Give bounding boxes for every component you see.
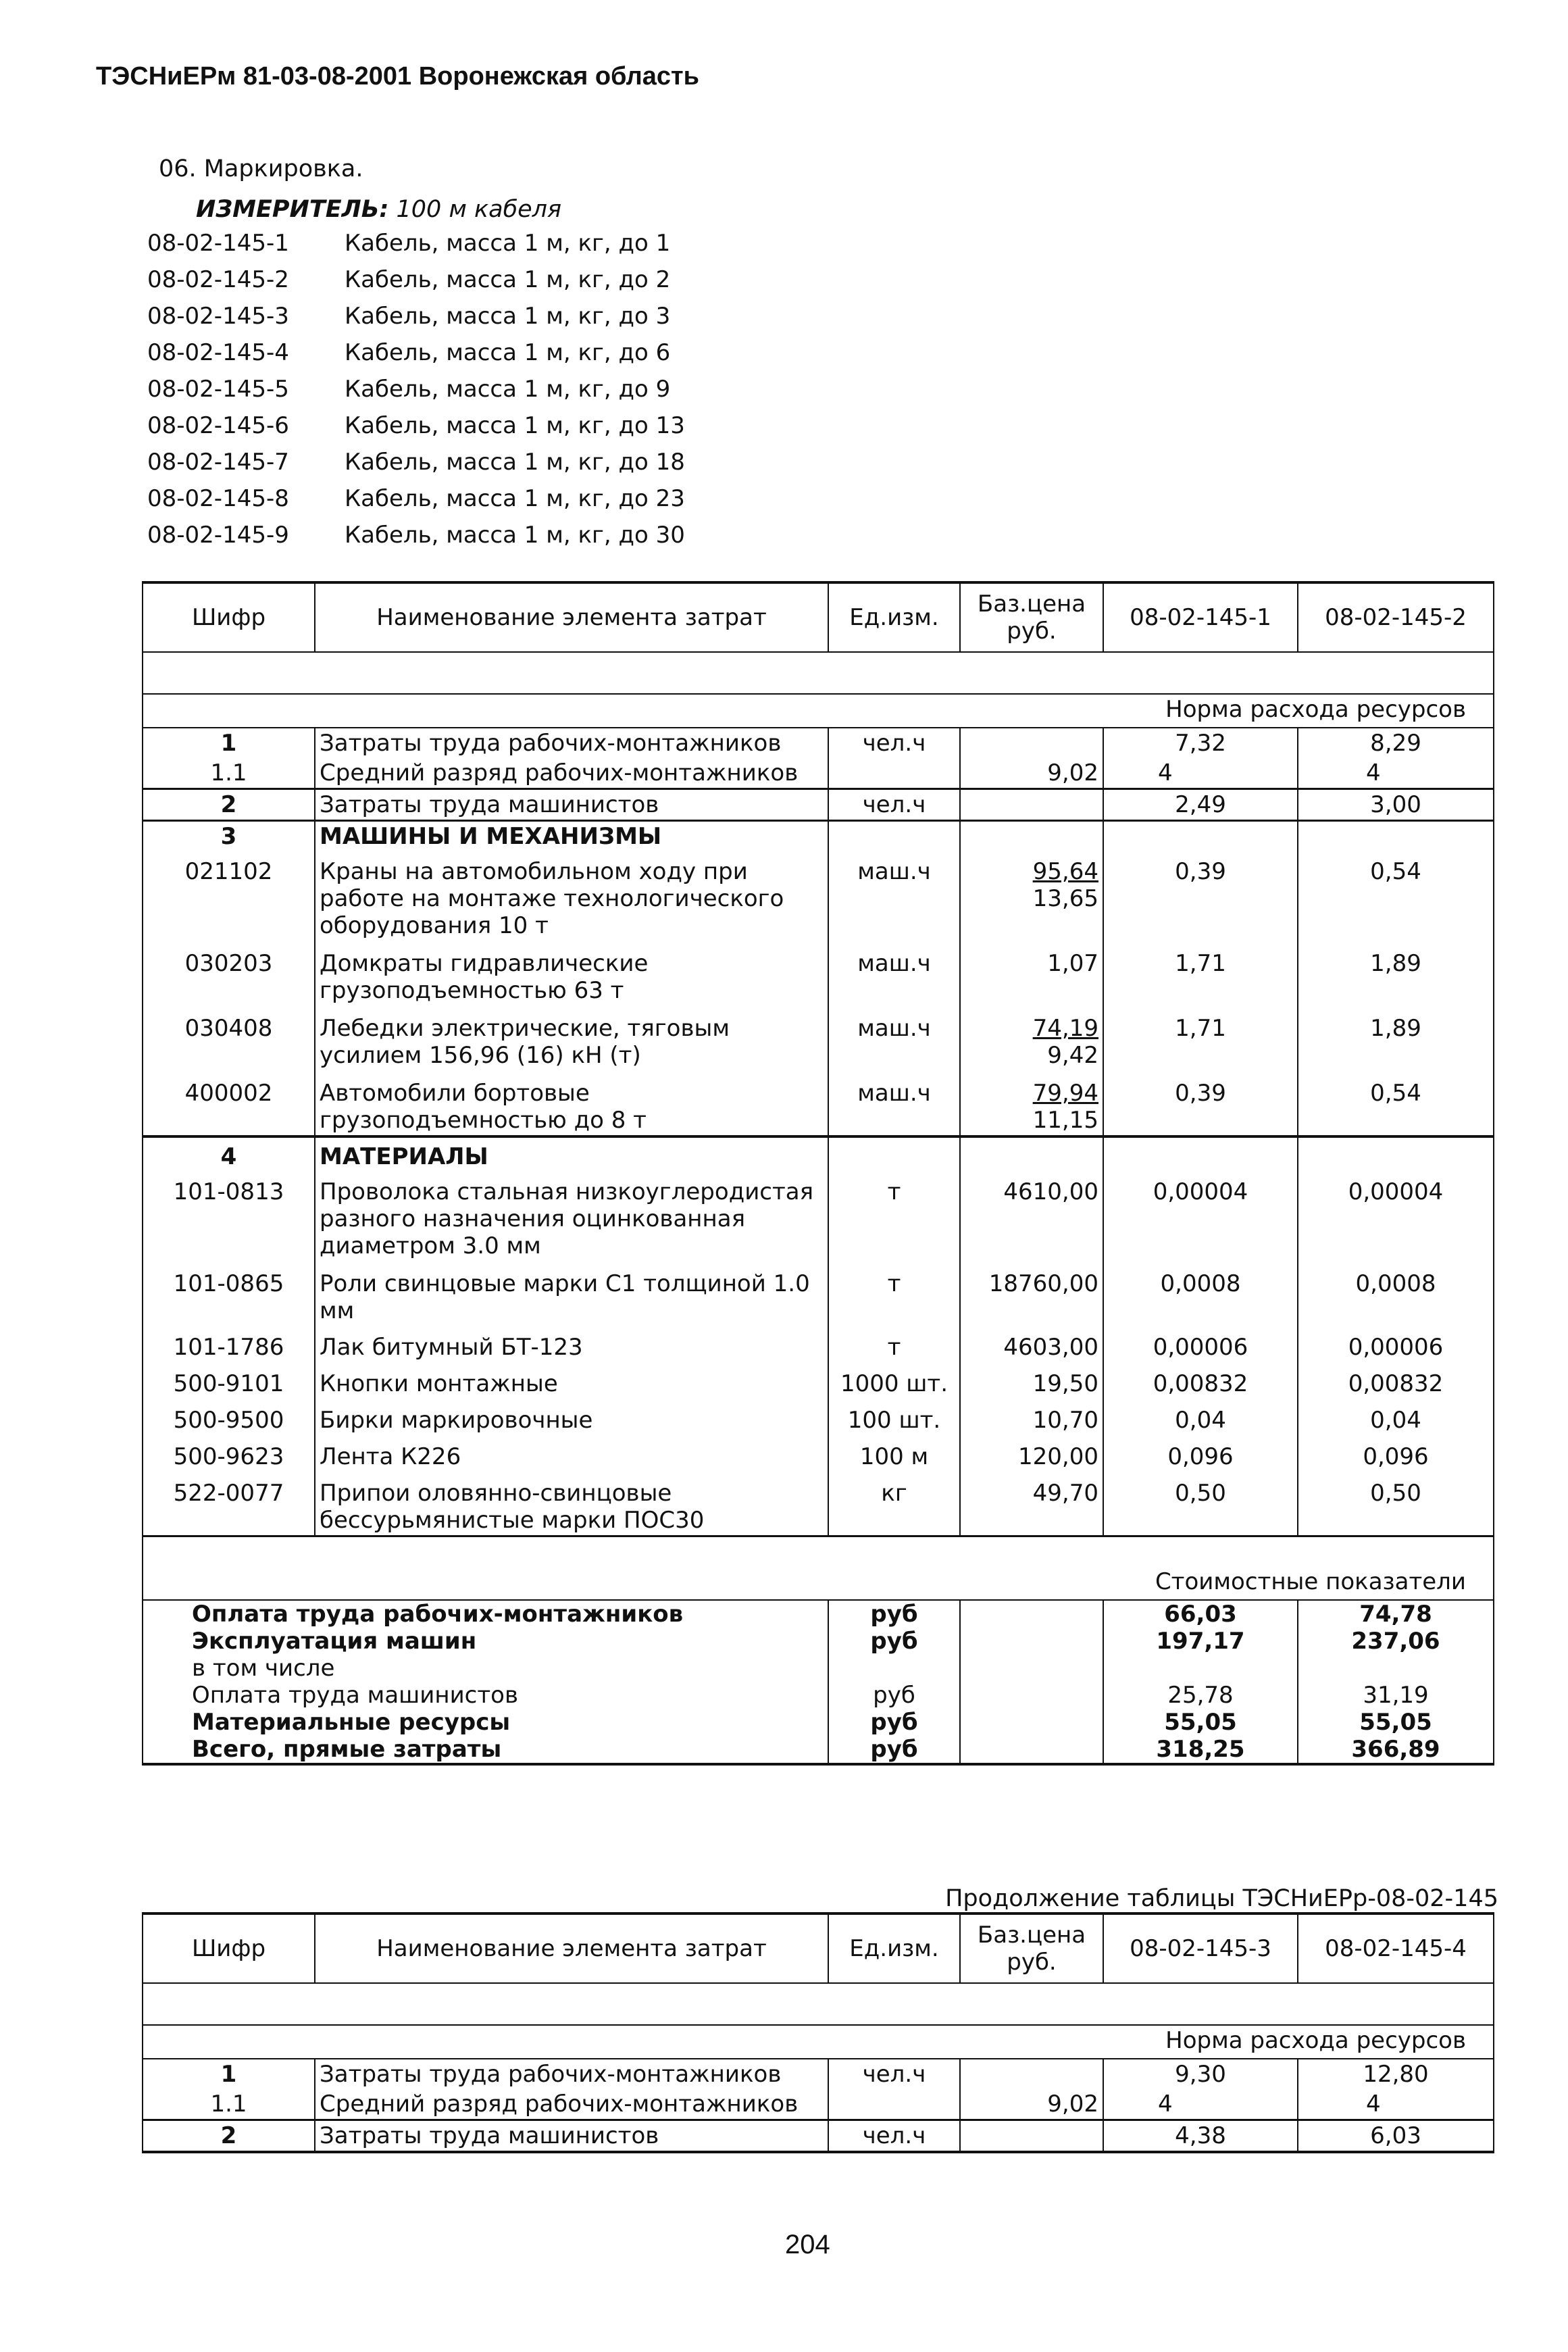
row-code: 1.1 bbox=[143, 2089, 315, 2120]
row-name: Затраты труда машинистов bbox=[315, 2120, 828, 2153]
totals-row bbox=[143, 1600, 1494, 1628]
price-secondary: 13,65 bbox=[1032, 885, 1098, 912]
row-code: 030408 bbox=[143, 1005, 315, 1070]
code-id: 08-02-145-5 bbox=[147, 376, 289, 403]
price-secondary: 9,42 bbox=[1047, 1042, 1098, 1069]
total-unit: руб bbox=[828, 1709, 960, 1736]
row-value-2: 0,54 bbox=[1298, 851, 1494, 941]
totals-row bbox=[143, 1709, 1494, 1736]
totals-row bbox=[143, 1628, 1494, 1655]
row-name: Средний разряд рабочих-монтажников bbox=[315, 758, 828, 789]
row-code: 101-0813 bbox=[143, 1172, 315, 1261]
row-unit bbox=[828, 2089, 960, 2120]
code-list-item bbox=[147, 411, 685, 447]
row-price bbox=[960, 1005, 1103, 1070]
table-row bbox=[143, 851, 1494, 941]
row-name: МАШИНЫ И МЕХАНИЗМЫ bbox=[315, 821, 828, 852]
total-name: Оплата труда машинистов bbox=[192, 1682, 519, 1709]
table-row bbox=[143, 1399, 1494, 1435]
code-name: Кабель, масса 1 м, кг, до 18 bbox=[345, 449, 685, 476]
total-value-2: 366,89 bbox=[1298, 1736, 1494, 1764]
header-col2: 08-02-145-2 bbox=[1298, 582, 1494, 652]
row-unit: маш.ч bbox=[828, 941, 960, 1005]
header-col2: 08-02-145-4 bbox=[1298, 1913, 1494, 1983]
code-list-item bbox=[147, 447, 685, 484]
code-list-item bbox=[147, 484, 685, 520]
total-value-1: 25,78 bbox=[1103, 1682, 1298, 1709]
row-name: Автомобили бортовые грузоподъемностью до 8 т bbox=[315, 1070, 828, 1136]
code-id: 08-02-145-8 bbox=[147, 485, 289, 512]
code-list-item bbox=[147, 301, 685, 338]
norm-label: Норма расхода ресурсов bbox=[143, 694, 1494, 728]
code-name: Кабель, масса 1 м, кг, до 9 bbox=[345, 376, 671, 403]
row-code: 500-9623 bbox=[143, 1435, 315, 1472]
row-name: Бирки маркировочные bbox=[315, 1399, 828, 1435]
row-code: 4 bbox=[143, 1136, 315, 1172]
row-value-1: 0,00832 bbox=[1103, 1362, 1298, 1399]
row-code: 101-1786 bbox=[143, 1326, 315, 1362]
row-unit: маш.ч bbox=[828, 1070, 960, 1136]
row-code: 101-0865 bbox=[143, 1261, 315, 1326]
row-value-1: 7,32 bbox=[1103, 728, 1298, 758]
row-value-1: 0,00004 bbox=[1103, 1172, 1298, 1261]
table-row bbox=[143, 758, 1494, 789]
code-id: 08-02-145-2 bbox=[147, 266, 289, 293]
row-name: МАТЕРИАЛЫ bbox=[315, 1136, 828, 1172]
table-row bbox=[143, 1070, 1494, 1136]
row-code: 1.1 bbox=[143, 758, 315, 789]
row-price bbox=[960, 728, 1103, 758]
row-code: 3 bbox=[143, 821, 315, 852]
row-name: Средний разряд рабочих-монтажников bbox=[315, 2089, 828, 2120]
spacer-row bbox=[143, 1536, 1494, 1568]
row-price: 19,50 bbox=[960, 1362, 1103, 1399]
meter-value: 100 м кабеля bbox=[396, 196, 562, 223]
table-row bbox=[143, 2059, 1494, 2089]
header-name: Наименование элемента затрат bbox=[315, 582, 828, 652]
code-id: 08-02-145-9 bbox=[147, 522, 289, 549]
row-value-2: 4 bbox=[1298, 758, 1494, 789]
header-price: Баз.цена руб. bbox=[960, 1913, 1103, 1983]
row-price: 49,70 bbox=[960, 1472, 1103, 1536]
code-id: 08-02-145-1 bbox=[147, 230, 289, 257]
row-value-2: 0,54 bbox=[1298, 1070, 1494, 1136]
total-value-2: 31,19 bbox=[1298, 1682, 1494, 1709]
meter-line bbox=[196, 196, 561, 223]
row-value-1: 0,39 bbox=[1103, 851, 1298, 941]
code-name: Кабель, масса 1 м, кг, до 6 bbox=[345, 339, 671, 366]
row-price bbox=[960, 2059, 1103, 2089]
resource-table-2 bbox=[142, 1912, 1494, 2153]
table-row bbox=[143, 789, 1494, 821]
norm-row bbox=[143, 2025, 1494, 2059]
header-cipher: Шифр bbox=[143, 582, 315, 652]
table-row bbox=[143, 1472, 1494, 1536]
row-unit: маш.ч bbox=[828, 851, 960, 941]
row-value-1: 4 bbox=[1103, 758, 1298, 789]
total-name: в том числе bbox=[192, 1655, 335, 1682]
row-value-1: 4 bbox=[1103, 2089, 1298, 2120]
row-value-1: 0,50 bbox=[1103, 1472, 1298, 1536]
resource-table-1 bbox=[142, 581, 1494, 1766]
row-value-2: 3,00 bbox=[1298, 789, 1494, 821]
code-list-item bbox=[147, 374, 685, 411]
price-primary: 79,94 bbox=[1032, 1080, 1098, 1107]
spacer-row bbox=[143, 652, 1494, 694]
header-unit: Ед.изм. bbox=[828, 1913, 960, 1983]
row-value-2: 1,89 bbox=[1298, 941, 1494, 1005]
total-name: Оплата труда рабочих-монтажников bbox=[192, 1601, 684, 1628]
row-value-2: 6,03 bbox=[1298, 2120, 1494, 2153]
code-list-item bbox=[147, 520, 685, 557]
price-secondary: 11,15 bbox=[1032, 1107, 1098, 1134]
row-value-1: 0,096 bbox=[1103, 1435, 1298, 1472]
code-id: 08-02-145-3 bbox=[147, 303, 289, 330]
row-code: 2 bbox=[143, 2120, 315, 2153]
code-name: Кабель, масса 1 м, кг, до 1 bbox=[345, 230, 671, 257]
cost-label: Стоимостные показатели bbox=[143, 1567, 1494, 1600]
total-unit: руб bbox=[828, 1736, 960, 1764]
code-list bbox=[147, 228, 685, 557]
code-id: 08-02-145-4 bbox=[147, 339, 289, 366]
row-name: Лента К226 bbox=[315, 1435, 828, 1472]
row-price: 10,70 bbox=[960, 1399, 1103, 1435]
total-name: Эксплуатация машин bbox=[192, 1628, 477, 1655]
row-unit: 1000 шт. bbox=[828, 1362, 960, 1399]
header-name: Наименование элемента затрат bbox=[315, 1913, 828, 1983]
row-price: 4603,00 bbox=[960, 1326, 1103, 1362]
meter-label: ИЗМЕРИТЕЛЬ: bbox=[196, 196, 389, 223]
row-name: Припои оловянно-свинцовые бессурьмянистые марки ПОС30 bbox=[315, 1472, 828, 1536]
row-code: 021102 bbox=[143, 851, 315, 941]
row-value-1: 1,71 bbox=[1103, 941, 1298, 1005]
table-header-row bbox=[143, 582, 1494, 652]
total-value-1: 318,25 bbox=[1103, 1736, 1298, 1764]
row-value-2: 0,50 bbox=[1298, 1472, 1494, 1536]
row-value-2: 0,0008 bbox=[1298, 1261, 1494, 1326]
continuation-label: Продолжение таблицы ТЭСНиЕРр-08-02-145 bbox=[945, 1885, 1498, 1912]
code-name: Кабель, масса 1 м, кг, до 30 bbox=[345, 522, 685, 549]
row-price bbox=[960, 2120, 1103, 2153]
row-value-1: 0,04 bbox=[1103, 1399, 1298, 1435]
row-unit bbox=[828, 758, 960, 789]
table-row bbox=[143, 1326, 1494, 1362]
code-name: Кабель, масса 1 м, кг, до 13 bbox=[345, 412, 685, 439]
row-value-2: 1,89 bbox=[1298, 1005, 1494, 1070]
row-price bbox=[960, 1070, 1103, 1136]
row-unit: 100 шт. bbox=[828, 1399, 960, 1435]
header-cipher: Шифр bbox=[143, 1913, 315, 1983]
code-id: 08-02-145-7 bbox=[147, 449, 289, 476]
row-price: 4610,00 bbox=[960, 1172, 1103, 1261]
row-price: 1,07 bbox=[960, 941, 1103, 1005]
table-header-row bbox=[143, 1913, 1494, 1983]
row-value-2: 12,80 bbox=[1298, 2059, 1494, 2089]
table-row bbox=[143, 1172, 1494, 1261]
row-name: Лебедки электрические, тяговым усилием 156,96 (16) кН (т) bbox=[315, 1005, 828, 1070]
table-row bbox=[143, 2120, 1494, 2153]
row-code: 522-0077 bbox=[143, 1472, 315, 1536]
total-value-2: 237,06 bbox=[1298, 1628, 1494, 1655]
code-name: Кабель, масса 1 м, кг, до 23 bbox=[345, 485, 685, 512]
norm-label: Норма расхода ресурсов bbox=[143, 2025, 1494, 2059]
row-value-2: 0,04 bbox=[1298, 1399, 1494, 1435]
header-price: Баз.цена руб. bbox=[960, 582, 1103, 652]
row-unit: чел.ч bbox=[828, 728, 960, 758]
row-price: 9,02 bbox=[960, 2089, 1103, 2120]
price-primary: 74,19 bbox=[1032, 1015, 1098, 1042]
row-name: Краны на автомобильном ходу при работе на монтаже технологического оборудования 10 т bbox=[315, 851, 828, 941]
total-value-1: 66,03 bbox=[1103, 1600, 1298, 1628]
code-list-item bbox=[147, 228, 685, 265]
row-name: Затраты труда рабочих-монтажников bbox=[315, 2059, 828, 2089]
row-name: Затраты труда машинистов bbox=[315, 789, 828, 821]
row-name: Проволока стальная низкоуглеродистая разного назначения оцинкованная диаметром 3.0 мм bbox=[315, 1172, 828, 1261]
row-name: Лак битумный БТ-123 bbox=[315, 1326, 828, 1362]
row-value-2: 0,096 bbox=[1298, 1435, 1494, 1472]
row-code: 2 bbox=[143, 789, 315, 821]
total-unit: руб bbox=[828, 1628, 960, 1655]
row-value-2: 0,00006 bbox=[1298, 1326, 1494, 1362]
total-value-2: 74,78 bbox=[1298, 1600, 1494, 1628]
table-row bbox=[143, 2089, 1494, 2120]
row-unit: чел.ч bbox=[828, 789, 960, 821]
totals-row bbox=[143, 1682, 1494, 1709]
row-value-2: 0,00004 bbox=[1298, 1172, 1494, 1261]
row-value-1: 1,71 bbox=[1103, 1005, 1298, 1070]
spacer-row bbox=[143, 1983, 1494, 2025]
total-name: Всего, прямые затраты bbox=[192, 1736, 502, 1763]
row-code: 030203 bbox=[143, 941, 315, 1005]
row-unit: т bbox=[828, 1261, 960, 1326]
row-value-1: 0,0008 bbox=[1103, 1261, 1298, 1326]
total-value-1: 197,17 bbox=[1103, 1628, 1298, 1655]
row-value-2: 8,29 bbox=[1298, 728, 1494, 758]
totals-row bbox=[143, 1736, 1494, 1764]
row-unit: чел.ч bbox=[828, 2059, 960, 2089]
row-unit: маш.ч bbox=[828, 1005, 960, 1070]
row-name: Кнопки монтажные bbox=[315, 1362, 828, 1399]
code-name: Кабель, масса 1 м, кг, до 3 bbox=[345, 303, 671, 330]
price-primary: 95,64 bbox=[1032, 858, 1098, 885]
table-row bbox=[143, 1362, 1494, 1399]
row-value-1: 4,38 bbox=[1103, 2120, 1298, 2153]
row-price: 120,00 bbox=[960, 1435, 1103, 1472]
row-unit: чел.ч bbox=[828, 2120, 960, 2153]
row-value-1: 0,39 bbox=[1103, 1070, 1298, 1136]
table-row bbox=[143, 1261, 1494, 1326]
row-price: 9,02 bbox=[960, 758, 1103, 789]
document-header: ТЭСНиЕРм 81-03-08-2001 Воронежская область bbox=[96, 62, 699, 91]
table-row bbox=[143, 1136, 1494, 1172]
row-code: 500-9500 bbox=[143, 1399, 315, 1435]
cost-label-row bbox=[143, 1567, 1494, 1600]
code-list-item bbox=[147, 338, 685, 374]
row-price: 18760,00 bbox=[960, 1261, 1103, 1326]
row-code: 500-9101 bbox=[143, 1362, 315, 1399]
totals-row bbox=[143, 1655, 1494, 1682]
section-title: 06. Маркировка. bbox=[159, 155, 363, 182]
total-name: Материальные ресурсы bbox=[192, 1709, 511, 1736]
table-row bbox=[143, 728, 1494, 758]
header-unit: Ед.изм. bbox=[828, 582, 960, 652]
table-row bbox=[143, 1005, 1494, 1070]
row-name: Затраты труда рабочих-монтажников bbox=[315, 728, 828, 758]
row-value-1: 2,49 bbox=[1103, 789, 1298, 821]
total-unit: руб bbox=[828, 1600, 960, 1628]
row-code: 400002 bbox=[143, 1070, 315, 1136]
total-value-1: 55,05 bbox=[1103, 1709, 1298, 1736]
row-value-2: 0,00832 bbox=[1298, 1362, 1494, 1399]
row-name: Домкраты гидравлические грузоподъемностью 63 т bbox=[315, 941, 828, 1005]
row-value-1: 9,30 bbox=[1103, 2059, 1298, 2089]
total-value-2: 55,05 bbox=[1298, 1709, 1494, 1736]
page-number: 204 bbox=[785, 2230, 830, 2259]
code-name: Кабель, масса 1 м, кг, до 2 bbox=[345, 266, 671, 293]
row-code: 1 bbox=[143, 2059, 315, 2089]
total-unit: руб bbox=[828, 1682, 960, 1709]
row-price bbox=[960, 851, 1103, 941]
header-col1: 08-02-145-3 bbox=[1103, 1913, 1298, 1983]
row-value-2: 4 bbox=[1298, 2089, 1494, 2120]
row-unit: кг bbox=[828, 1472, 960, 1536]
row-code: 1 bbox=[143, 728, 315, 758]
row-value-1: 0,00006 bbox=[1103, 1326, 1298, 1362]
norm-row bbox=[143, 694, 1494, 728]
code-list-item bbox=[147, 265, 685, 301]
table-row bbox=[143, 941, 1494, 1005]
table-row bbox=[143, 1435, 1494, 1472]
row-unit: 100 м bbox=[828, 1435, 960, 1472]
row-name: Роли свинцовые марки С1 толщиной 1.0 мм bbox=[315, 1261, 828, 1326]
table-row bbox=[143, 821, 1494, 852]
code-id: 08-02-145-6 bbox=[147, 412, 289, 439]
row-price bbox=[960, 789, 1103, 821]
row-unit: т bbox=[828, 1172, 960, 1261]
header-col1: 08-02-145-1 bbox=[1103, 582, 1298, 652]
row-unit: т bbox=[828, 1326, 960, 1362]
